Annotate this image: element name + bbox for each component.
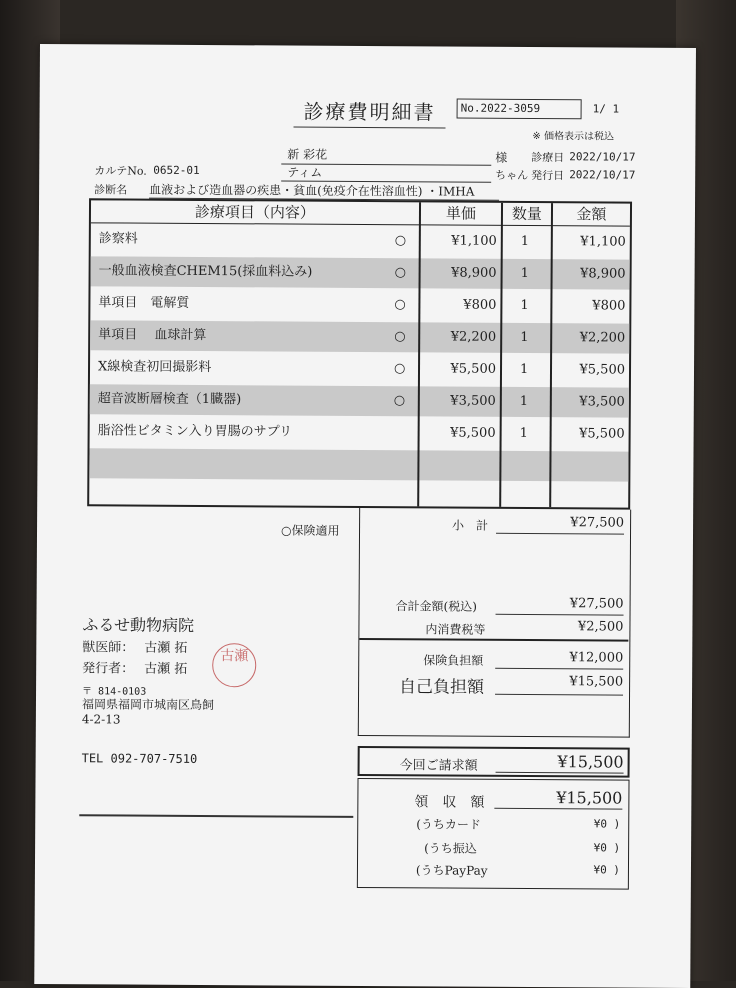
card-value: ¥0 ) <box>593 817 621 831</box>
insurance-mark: ○ <box>394 297 406 313</box>
card-label: (うちカード <box>416 817 481 832</box>
row-amount: ¥3,500 <box>579 394 625 410</box>
paypay-value: ¥0 ) <box>593 863 621 877</box>
address-line-2: 4-2-13 <box>81 712 121 727</box>
row-price: ¥3,500 <box>450 393 496 409</box>
invoice-paper <box>34 44 696 988</box>
owner-name: 新 彩花 <box>287 147 328 162</box>
items-table <box>87 198 632 509</box>
totals-divider <box>359 638 628 641</box>
bill-box <box>358 746 630 778</box>
paypay-label: (うちPayPay <box>415 863 488 878</box>
row-amount: ¥5,500 <box>579 362 626 378</box>
exam-date-label: 診療日 <box>531 151 565 165</box>
postal-code: 〒 814-0103 <box>82 686 147 698</box>
issuer-label: 発行者： <box>82 661 135 677</box>
row-qty: 1 <box>519 425 528 441</box>
received-label: 領 収 額 <box>414 794 485 811</box>
telephone: TEL 092-707-7510 <box>81 751 198 766</box>
karte-label: カルテNo. <box>94 164 147 178</box>
received-box <box>357 778 630 890</box>
insurance-share-label: 保険負担額 <box>423 653 484 668</box>
self-pay-value: ¥15,500 <box>495 674 623 696</box>
tax-label: 内消費税等 <box>425 622 486 637</box>
row-qty: 1 <box>519 393 529 409</box>
table-row <box>90 384 629 417</box>
insurance-mark: ○ <box>393 393 406 409</box>
clinic-name: ふるせ動物病院 <box>82 615 195 635</box>
row-item: 単項目 電解質 <box>98 295 190 311</box>
transfer-value: ¥0 ) <box>593 841 621 855</box>
header-item: 診療項目（内容） <box>194 202 316 222</box>
table-row-empty <box>89 448 628 481</box>
row-item: 脂浴性ビタミン入り胃腸のサプリ <box>97 423 293 440</box>
row-amount: ¥800 <box>592 298 626 314</box>
subtotal-value: ¥27,500 <box>496 515 624 535</box>
seal-stamp: 古瀬 <box>212 643 256 687</box>
row-item: 診察料 <box>98 231 138 247</box>
row-price: ¥5,500 <box>450 425 496 441</box>
bill-label: 今回ご請求額 <box>399 758 478 774</box>
row-item: 単項目 血球計算 <box>98 327 207 344</box>
diagnosis-label: 診断名 <box>94 183 128 197</box>
pet-name: ティム <box>287 165 323 180</box>
bill-value: ¥15,500 <box>496 752 624 774</box>
header-amount: 金額 <box>576 205 607 224</box>
issue-date: 2022/10/17 <box>569 168 636 182</box>
exam-date: 2022/10/17 <box>569 150 636 164</box>
vet-name: 古瀬 拓 <box>144 640 188 656</box>
owner-suffix: 様 <box>495 150 508 165</box>
header-price: 単価 <box>445 204 477 223</box>
issuer-name: 古瀬 拓 <box>144 661 188 677</box>
row-price: ¥8,900 <box>451 265 497 281</box>
tax-value: ¥2,500 <box>577 619 624 635</box>
row-amount: ¥8,900 <box>580 266 626 282</box>
diagnosis-line <box>149 180 499 201</box>
subtotal-label: 小 計 <box>452 518 489 533</box>
received-value: ¥15,500 <box>494 788 622 810</box>
karte-number: 0652-01 <box>153 163 200 177</box>
table-row <box>91 224 630 257</box>
row-qty: 1 <box>519 361 529 377</box>
insurance-mark: ○ <box>393 361 406 377</box>
total-value: ¥27,500 <box>496 596 624 616</box>
row-amount: ¥1,100 <box>580 234 626 250</box>
table-row <box>90 416 629 449</box>
insurance-mark: ○ <box>394 329 406 345</box>
table-row <box>90 288 629 321</box>
insurance-note: ○保険適用 <box>280 523 340 538</box>
address-line-1: 福岡県福岡市城南区鳥飼 <box>81 697 215 713</box>
row-price: ¥1,100 <box>451 233 497 249</box>
row-item: 一般血液検査CHEM15(採血料込み) <box>98 263 313 280</box>
tax-note: ※ 価格表示は税込 <box>532 131 615 143</box>
issue-date-label: 発行日 <box>531 169 565 183</box>
row-item: 超音波断層検査（1臓器) <box>97 391 242 408</box>
row-amount: ¥2,200 <box>579 330 626 346</box>
insurance-mark: ○ <box>394 265 406 281</box>
row-price: ¥2,200 <box>450 329 497 345</box>
row-amount: ¥5,500 <box>579 426 625 442</box>
row-qty: 1 <box>520 265 529 281</box>
insurance-mark: ○ <box>394 233 407 249</box>
table-row <box>90 320 629 353</box>
totals-box <box>358 508 631 738</box>
table-row <box>91 256 630 289</box>
row-price: ¥5,500 <box>450 361 497 377</box>
signature-line <box>79 814 353 817</box>
document-number: No.2022-3059 <box>457 99 582 120</box>
row-price: ¥800 <box>463 297 497 313</box>
row-qty: 1 <box>520 233 530 249</box>
table-row <box>90 352 629 385</box>
insurance-share-value: ¥12,000 <box>495 650 623 670</box>
row-qty: 1 <box>520 329 529 345</box>
total-label: 合計金額(税込) <box>395 599 477 614</box>
diagnosis: 血液および造血器の疾患・貧血(免疫介在性溶血性) ・IMHA <box>149 182 475 199</box>
pet-suffix: ちゃん <box>495 168 529 182</box>
transfer-label: (うち振込 <box>424 841 477 856</box>
row-item: X線検査初回撮影料 <box>97 359 212 376</box>
page-number: 1/ 1 <box>592 102 620 116</box>
self-pay-label: 自己負担額 <box>399 677 485 698</box>
row-qty: 1 <box>520 297 529 313</box>
vet-label: 獣医師： <box>82 640 135 656</box>
document-title: 診療費明細書 <box>293 96 445 129</box>
header-qty: 数量 <box>511 204 543 224</box>
